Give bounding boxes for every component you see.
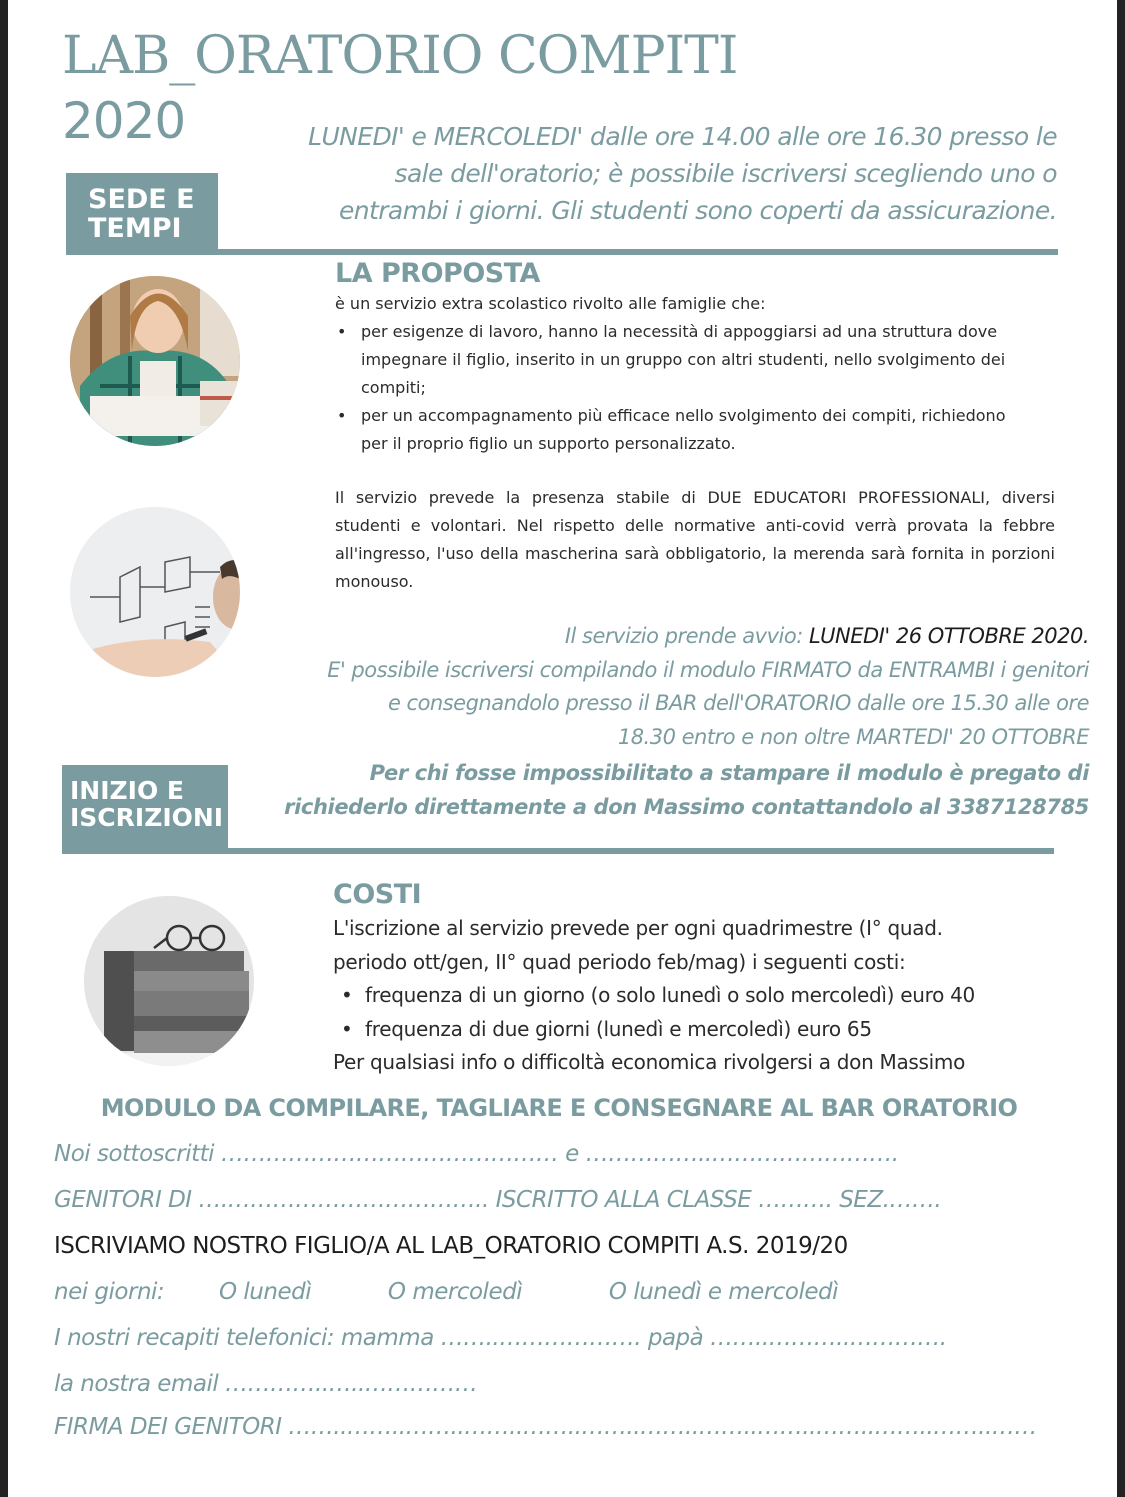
costi-footer: Per qualsiasi info o difficoltà economica rivolgersi a don Massimo <box>333 1050 966 1074</box>
proposta-list <box>335 318 1035 458</box>
flyer-page <box>8 0 1117 1497</box>
proposta-intro: è un servizio extra scolastico rivolto alle famiglie che: <box>335 294 766 313</box>
sede-text <box>257 118 1057 229</box>
list-item: • frequenza di due giorni (lunedì e mercoledì) euro 65 <box>365 1013 1073 1047</box>
inizio-label-line1: INIZIO E <box>70 776 184 805</box>
option-lunedi-mercoledi[interactable]: O lunedì e mercoledì <box>608 1279 839 1305</box>
student-illustration <box>70 276 240 446</box>
costi-content <box>333 912 1073 1080</box>
sede-text-line: sale dell'oratorio; è possibile iscriversi scegliendo uno o <box>394 159 1057 188</box>
proposta-content <box>335 290 1035 458</box>
sede-text-line: entrambi i giorni. Gli studenti sono coperti da assicurazione. <box>338 196 1057 225</box>
inizio-divider <box>62 848 1054 854</box>
start-line <box>229 620 1089 654</box>
proposta-paragraph: Il servizio prevede la presenza stabile di DUE EDUCATORI PROFESSIONALI, diversi studenti e volontari. Nel rispetto delle normative anti-covid verrà provata la febbre all'ingresso, l'uso della mascherina sarà obbligatorio, la merenda sarà fornita in porzioni monouso. <box>335 488 1055 591</box>
costi-heading: COSTI <box>333 879 422 910</box>
inizio-line: 18.30 entro e non oltre MARTEDI' 20 OTTOBRE <box>617 724 1089 749</box>
whiteboard-illustration <box>70 507 240 677</box>
inizio-line: E' possibile iscriversi compilando il modulo FIRMATO da ENTRAMBI i genitori <box>327 657 1089 682</box>
sede-label <box>66 173 218 255</box>
field-email[interactable]: la nostra email …………..…..…………… <box>54 1371 478 1397</box>
inizio-label-line2: ISCRIZIONI <box>70 803 224 832</box>
inizio-text <box>229 620 1089 754</box>
inizio-note-line: Per chi fosse impossibilitato a stampare il modulo è pregato di <box>369 761 1089 785</box>
sede-label-line1: SEDE E <box>88 184 195 215</box>
list-item: • per esigenze di lavoro, hanno la necessità di appoggiarsi ad una struttura dove impegnare il figlio, inserito in un gruppo con altri studenti, nello svolgimento dei compiti; <box>361 318 1035 402</box>
costi-intro-line: L'iscrizione al servizio prevede per ogni quadrimestre (I° quad. <box>333 916 943 940</box>
start-prefix: Il servizio prende avvio: <box>564 624 803 648</box>
sede-text-line: LUNEDI' e MERCOLEDI' dalle ore 14.00 alle ore 16.30 presso le <box>308 122 1057 151</box>
field-recapiti[interactable]: I nostri recapiti telefonici: mamma ……..………………. papà ……..………..…………. <box>54 1325 947 1351</box>
photo-student-studying <box>70 276 240 446</box>
costi-intro-line: periodo ott/gen, II° quad periodo feb/mag) i seguenti costi: <box>333 949 906 974</box>
proposta-heading: LA PROPOSTA <box>335 258 540 289</box>
field-genitori-classe[interactable]: GENITORI DI ….…………………………….. ISCRITTO ALLA CLASSE ………. SEZ.……. <box>54 1187 942 1213</box>
inizio-label <box>62 765 228 851</box>
iscrizione-statement: ISCRIVIAMO NOSTRO FIGLIO/A AL LAB_ORATORIO COMPITI A.S. 2019/20 <box>54 1233 848 1259</box>
sede-label-line2: TEMPI <box>88 213 182 245</box>
list-item: • per un accompagnamento più efficace nello svolgimento dei compiti, richiedono per il proprio figlio un supporto personalizzato. <box>361 402 1035 458</box>
giorni-label: nei giorni: <box>54 1279 165 1305</box>
books-illustration <box>84 896 254 1066</box>
field-sottoscritti[interactable]: Noi sottoscritti ……………………………………… e ……………..……………………. <box>54 1141 899 1167</box>
option-mercoledi[interactable]: O mercoledì <box>387 1279 523 1305</box>
page-title: LAB_ORATORIO COMPITI <box>62 26 738 86</box>
inizio-note-line: richiederlo direttamente a don Massimo contattandolo al 3387128785 <box>284 795 1089 819</box>
page-title-year: 2020 <box>62 92 186 150</box>
inizio-line: e consegnandolo presso il BAR dell'ORATORIO dalle ore 15.30 alle ore <box>387 691 1089 715</box>
list-item: • frequenza di un giorno (o solo lunedì o solo mercoledì) euro 40 <box>365 979 1073 1013</box>
photo-books-glasses <box>84 896 254 1066</box>
field-giorni <box>54 1279 838 1305</box>
photo-whiteboard <box>70 507 240 677</box>
option-lunedi[interactable]: O lunedì <box>218 1279 312 1305</box>
costi-list <box>333 979 1073 1046</box>
sede-divider <box>66 249 1058 255</box>
start-date: LUNEDI' 26 OTTOBRE 2020. <box>808 624 1089 648</box>
inizio-note <box>229 756 1089 824</box>
field-firma[interactable]: FIRMA DEI GENITORI ……..……..……..……..……..……..……..……..……..……..……..……..…… <box>54 1414 1037 1440</box>
modulo-heading: MODULO DA COMPILARE, TAGLIARE E CONSEGNARE AL BAR ORATORIO <box>100 1094 1018 1122</box>
